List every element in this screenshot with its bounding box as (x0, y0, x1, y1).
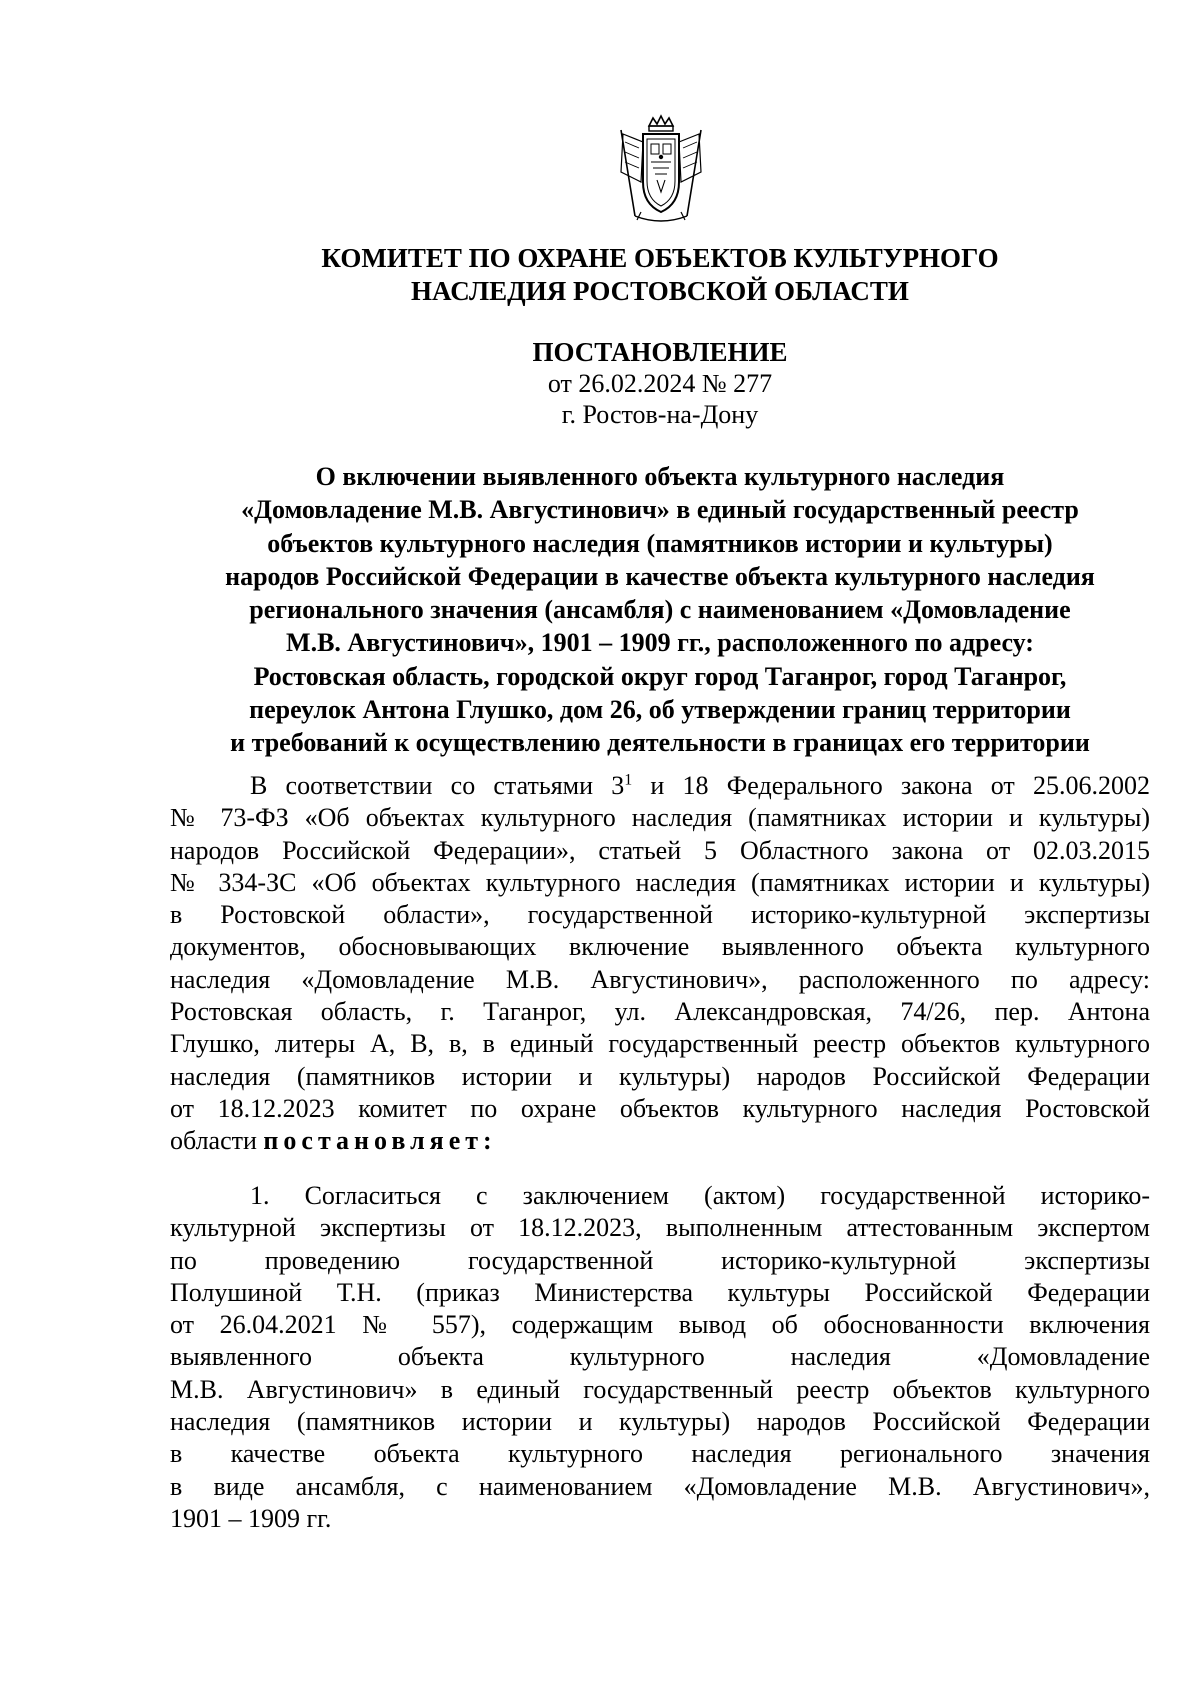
preamble-line: документов, обосновывающих включение выявленного объекта культурного (170, 932, 1150, 962)
preamble-text: области (170, 1126, 257, 1156)
preamble-line: № 334-ЗС «Об объектах культурного наследия (памятниках истории и культуры) (170, 867, 1150, 897)
item-1-line: наследия (памятников истории и культуры) народов Российской Федерации (170, 1407, 1150, 1437)
subject-line: О включении выявленного объекта культурного наследия (315, 462, 1005, 491)
item-1-line: Полушиной Т.Н. (приказ Министерства культуры Российской Федерации (170, 1277, 1150, 1307)
preamble-line: № 73-ФЗ «Об объектах культурного наследия (памятниках истории и культуры) (170, 803, 1150, 833)
subject-line: регионального значения (ансамбля) с наименованием «Домовладение (249, 595, 1071, 625)
item-1-line: от 26.04.2021 № 557), содержащим вывод об обоснованности включения (170, 1310, 1150, 1340)
preamble-line: от 18.12.2023 комитет по охране объектов культурного наследия Ростовской (170, 1093, 1150, 1123)
document-subject (170, 460, 1150, 760)
item-1-line: 1901 – 1909 гг. (170, 1503, 332, 1533)
item-1-line: М.В. Августинович» в единый государственный реестр объектов культурного (170, 1374, 1150, 1404)
item-1-line: выявленного объекта культурного наследия «Домовладение (170, 1342, 1150, 1372)
item-1-line: в виде ансамбля, с наименованием «Домовладение М.В. Августинович», (170, 1471, 1150, 1501)
subject-line: объектов культурного наследия (памятников истории и культуры) (267, 528, 1053, 558)
committee-name (170, 242, 1150, 308)
preamble-line: Ростовская область, г. Таганрог, ул. Александровская, 74/26, пер. Антона (170, 997, 1150, 1027)
preamble-line: Глушко, литеры А, В, в, в единый государственный реестр объектов культурного (170, 1029, 1150, 1059)
preamble-text: и 18 Федерального закона от 25.06.2002 (632, 771, 1150, 800)
preamble-line: наследия «Домовладение М.В. Августинович», расположенного по адресу: (170, 964, 1150, 994)
subject-line: народов Российской Федерации в качестве объекта культурного наследия (225, 561, 1095, 591)
preamble-line: народов Российской Федерации», статьей 5 Областного закона от 02.03.2015 (170, 835, 1150, 865)
document-date-number: от 26.02.2024 № 277 (547, 369, 773, 398)
subject-line: «Домовладение М.В. Августинович» в единый государственный реестр (241, 495, 1079, 525)
decides-word: постановляет: (263, 1126, 497, 1156)
preamble-line (170, 770, 1150, 802)
subject-line: Ростовская область, городской округ город Таганрог, город Таганрог, (253, 661, 1067, 691)
document-type: ПОСТАНОВЛЕНИЕ (532, 337, 788, 367)
preamble-line: наследия (памятников истории и культуры) народов Российской Федерации (170, 1061, 1150, 1091)
item-1-line: культурной экспертизы от 18.12.2023, выполненным аттестованным экспертом (170, 1213, 1150, 1243)
preamble-line (170, 1125, 1150, 1157)
committee-name-line-1: КОМИТЕТ ПО ОХРАНЕ ОБЪЕКТОВ КУЛЬТУРНОГО (321, 243, 999, 273)
subject-line: М.В. Августинович», 1901 – 1909 гг., расположенного по адресу: (286, 628, 1034, 658)
item-1-paragraph (170, 1180, 1150, 1535)
item-1-line: по проведению государственной историко-культурной экспертизы (170, 1245, 1150, 1275)
item-1-line: 1. Согласиться с заключением (актом) государственной историко- (250, 1181, 1150, 1210)
document-city: г. Ростов-на-Дону (561, 400, 759, 429)
committee-name-line-2: НАСЛЕДИЯ РОСТОВСКОЙ ОБЛАСТИ (411, 276, 909, 306)
rostov-oblast-coat-of-arms-icon (613, 112, 709, 228)
preamble-paragraph (170, 770, 1150, 1158)
superscript: 1 (624, 771, 633, 789)
subject-line: и требований к осуществлению деятельности в границах его территории (230, 728, 1090, 758)
document-meta (170, 368, 1150, 430)
preamble-line: в Ростовской области», государственной историко-культурной экспертизы (170, 900, 1150, 930)
item-1-line: в качестве объекта культурного наследия регионального значения (170, 1439, 1150, 1469)
subject-line: переулок Антона Глушко, дом 26, об утверждении границ территории (249, 695, 1071, 725)
preamble-text: В соответствии со статьями 3 (250, 771, 625, 800)
